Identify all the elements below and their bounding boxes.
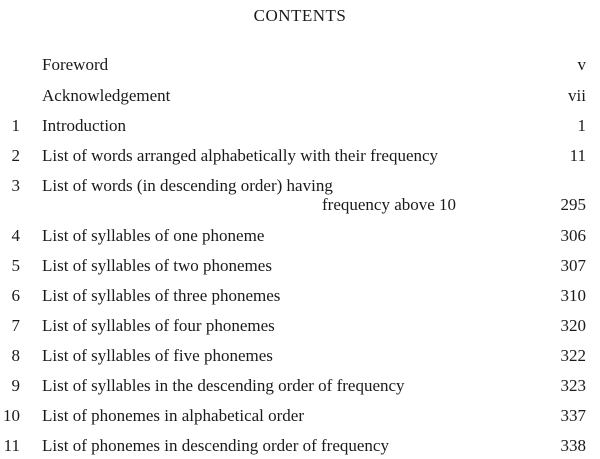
entry-label: List of phonemes in alphabetical order — [42, 406, 304, 425]
entry-page: v — [577, 55, 586, 74]
entry-number: 6 — [11, 286, 20, 305]
entry-label: Acknowledgement — [42, 86, 171, 105]
entry-number: 9 — [11, 376, 20, 395]
entry-page: vii — [568, 86, 586, 105]
entry-number: 7 — [11, 316, 20, 335]
entry-label: Introduction — [42, 116, 127, 135]
entry-number: 10 — [3, 406, 20, 425]
entry-label-continuation: frequency above 10 — [322, 195, 457, 214]
entry-number: 8 — [11, 346, 20, 365]
entry-number: 11 — [3, 436, 20, 455]
entry-number: 4 — [11, 226, 20, 245]
entry-page: 337 — [560, 406, 586, 425]
entry-page: 322 — [560, 346, 586, 365]
entry-label: List of syllables of four phonemes — [42, 316, 275, 335]
entry-page: 295 — [560, 195, 586, 214]
entry-number: 1 — [11, 116, 20, 135]
entry-label: List of syllables of five phonemes — [42, 346, 273, 365]
entry-label: List of syllables of one phoneme — [42, 226, 265, 245]
entry-page: 338 — [560, 436, 586, 455]
entry-label: List of words arranged alphabetically with their frequency — [42, 146, 439, 165]
entry-page: 320 — [560, 316, 586, 335]
entry-page: 306 — [560, 226, 586, 245]
page-title: CONTENTS — [253, 6, 347, 25]
entry-page: 11 — [569, 146, 586, 165]
entry-number: 5 — [11, 256, 20, 275]
entry-label: List of syllables of three phonemes — [42, 286, 281, 305]
entry-label: List of syllables of two phonemes — [42, 256, 272, 275]
entry-number: 2 — [11, 146, 20, 165]
entry-label: List of words (in descending order) having — [42, 176, 333, 195]
entry-page: 323 — [560, 376, 586, 395]
entry-label: Foreword — [42, 55, 109, 74]
entry-page: 307 — [560, 256, 586, 275]
entry-number: 3 — [11, 176, 20, 195]
entry-label: List of syllables in the descending order of frequency — [42, 376, 405, 395]
entry-page: 1 — [577, 116, 586, 135]
entry-page: 310 — [560, 286, 586, 305]
entry-label: List of phonemes in descending order of frequency — [42, 436, 389, 455]
